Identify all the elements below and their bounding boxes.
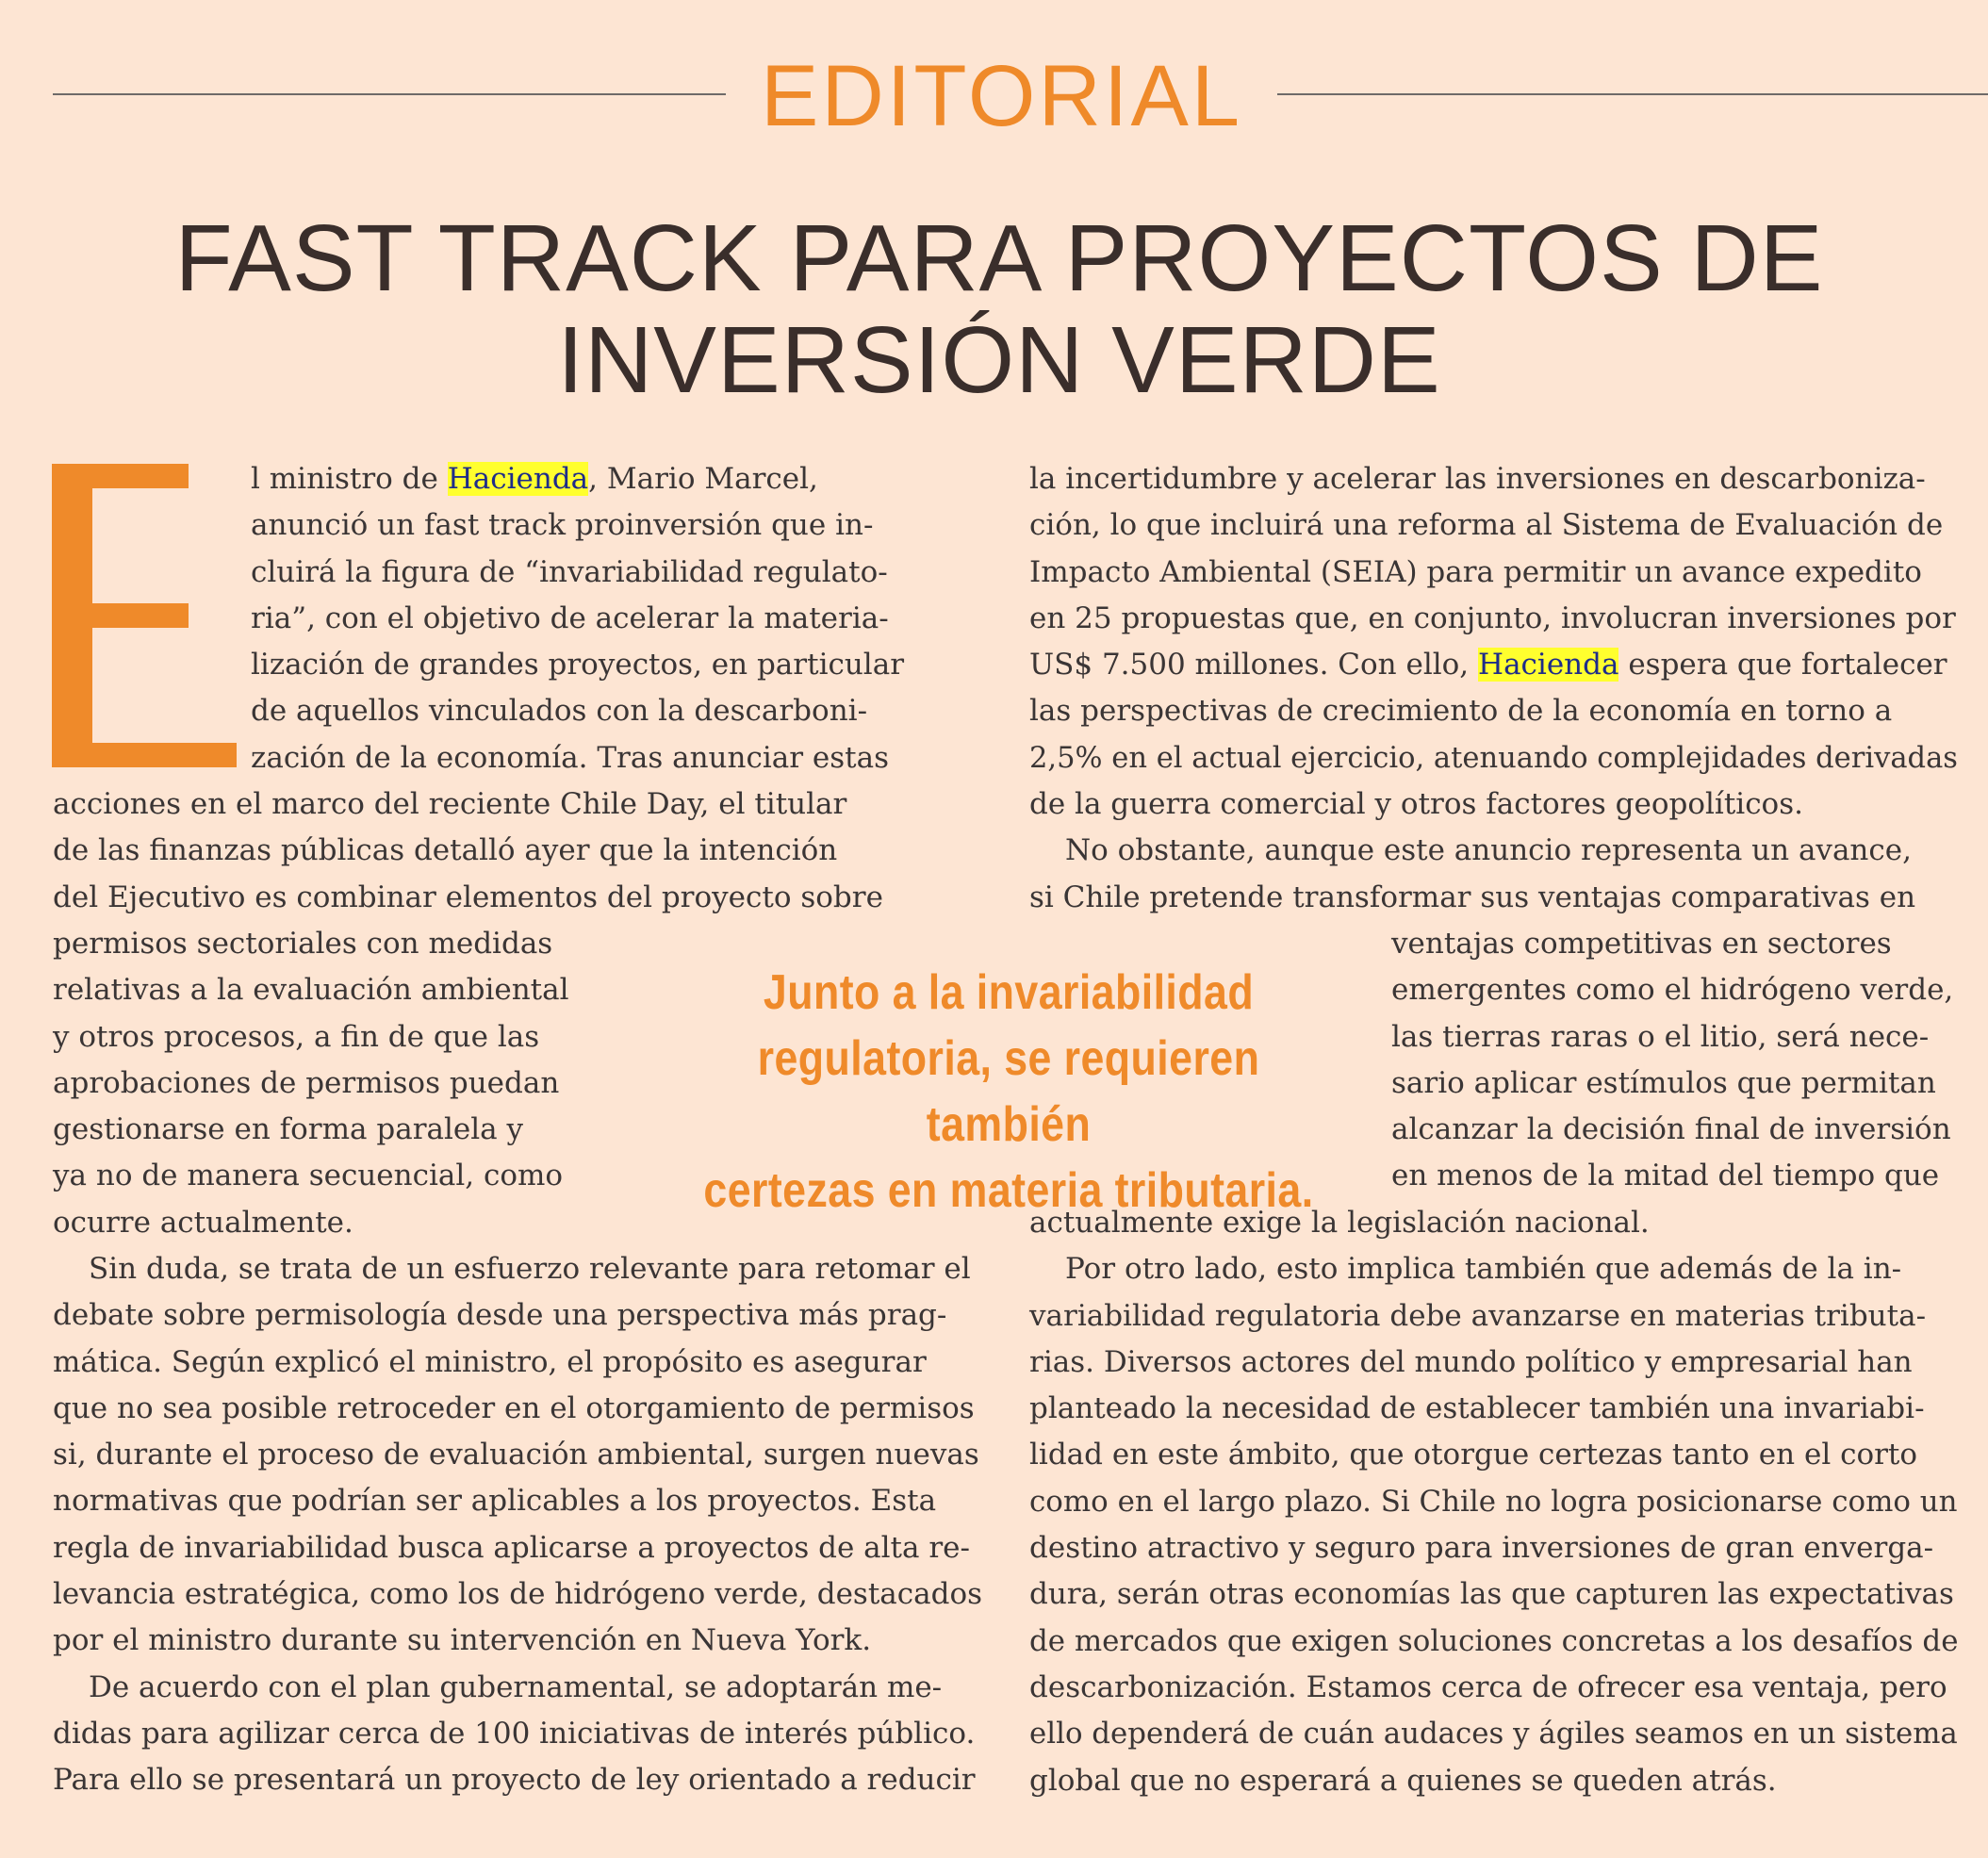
text-run: lización de grandes proyectos, en particular (251, 648, 905, 682)
text-run: zación de la economía. Tras anunciar estas (251, 740, 890, 775)
text-line (1029, 1619, 1959, 1665)
text-run: de mercados que exigen soluciones concretas a los desafíos de (1029, 1623, 1959, 1658)
text-run: relativas a la evaluación ambiental (53, 973, 569, 1008)
headline-line: INVERSIÓN VERDE (557, 307, 1441, 413)
text-run: l ministro de (251, 462, 448, 496)
pull-quote-line: Junto a la invariabilidad (763, 965, 1255, 1020)
text-line (1029, 1340, 1958, 1386)
text-line (1391, 1107, 1957, 1153)
text-line (251, 688, 969, 734)
text-line (1029, 1711, 1958, 1757)
text-line (1029, 1246, 1958, 1292)
text-run: aprobaciones de permisos puedan (53, 1065, 560, 1100)
text-line (251, 456, 969, 502)
text-run: de la guerra comercial y otros factores geopolíticos. (1029, 787, 1803, 822)
text-line (1029, 1293, 1958, 1340)
text-line (1029, 502, 1958, 549)
text-run: acciones en el marco del reciente Chile Day, el titular (53, 787, 847, 821)
text-line (251, 596, 969, 642)
text-line (1029, 1758, 1958, 1804)
text-run: Para ello se presentará un proyecto de ley orientado a reducir (53, 1763, 976, 1798)
text-line (1029, 781, 1958, 828)
text-line (1029, 735, 1958, 781)
text-line (53, 1107, 628, 1153)
text-run: en menos de la mitad del tiempo que (1391, 1159, 1940, 1193)
text-line (1391, 1014, 1957, 1061)
text-run: dura, serán otras economías las que capturen las expectativas (1029, 1577, 1954, 1612)
text-line (1029, 596, 1958, 642)
highlighted-term: Hacienda (447, 462, 589, 496)
text-run: ria”, con el objetivo de acelerar la materia- (251, 600, 889, 635)
text-run: del Ejecutivo es combinar elementos del proyecto sobre (53, 880, 883, 914)
text-line (1029, 550, 1958, 596)
header-rule-left (53, 93, 726, 95)
text-run: en 25 propuestas que, en conjunto, involucran inversiones por (1029, 600, 1956, 635)
text-run: gestionarse en forma paralela y (53, 1112, 524, 1147)
text-line (53, 1386, 982, 1432)
text-run: si, durante el proceso de evaluación ambiental, surgen nuevas (53, 1438, 979, 1472)
pull-quote-line: certezas en materia tributaria. (703, 1163, 1314, 1218)
text-run: ello dependerá de cuán audaces y ágiles seamos en un sistema (1029, 1717, 1958, 1751)
text-line (1029, 1200, 1958, 1246)
text-run: la incertidumbre y acelerar las inversiones en descarboniza- (1029, 462, 1926, 496)
text-line (53, 875, 969, 921)
column-1-paragraph-lines (53, 781, 969, 921)
text-line (1029, 1479, 1958, 1525)
text-run: Por otro lado, esto implica también que además de la in- (1065, 1252, 1902, 1287)
text-run: por el ministro durante su intervención en Nueva York. (53, 1623, 872, 1658)
text-line (1391, 921, 1957, 967)
text-line (251, 735, 969, 781)
text-line (1029, 1525, 1958, 1571)
header-rule-right (1277, 93, 1988, 95)
text-line (1029, 1386, 1958, 1432)
text-run: ocurre actualmente. (53, 1205, 353, 1240)
text-line (53, 921, 628, 967)
text-run: de aquellos vinculados con la descarboni- (251, 694, 868, 729)
column-2-lower-lines (1029, 1200, 1958, 1804)
text-line (1029, 688, 1958, 734)
text-line (1029, 642, 1958, 688)
column-2-paragraph-lines (1029, 456, 1958, 921)
text-run: y otros procesos, a fin de que las (53, 1019, 540, 1054)
text-run: alcanzar la decisión final de inversión (1391, 1112, 1951, 1147)
text-line (53, 1665, 982, 1711)
text-line (1029, 456, 1958, 502)
text-run: lidad en este ámbito, que otorgue certezas tanto en el corto (1029, 1438, 1918, 1472)
column-2-narrow-lines (1391, 921, 1957, 1200)
text-run: normativas que podrían ser aplicables a los proyectos. Esta (53, 1484, 937, 1519)
column-1-narrow-lines (53, 921, 628, 1246)
text-line (1029, 1432, 1958, 1478)
text-line (53, 1200, 628, 1246)
column-1-lower-lines (53, 1246, 982, 1804)
text-run: descarbonización. Estamos cerca de ofrecer esa ventaja, pero (1029, 1669, 1947, 1704)
text-run: Sin duda, se trata de un esfuerzo relevante para retomar el (89, 1252, 971, 1286)
text-run: levancia estratégica, como los de hidrógeno verde, destacados (53, 1577, 983, 1612)
text-line (53, 1525, 982, 1571)
text-line (53, 1571, 982, 1618)
text-run: si Chile pretende transformar sus ventajas comparativas en (1029, 880, 1916, 914)
text-run: que no sea posible retroceder en el otorgamiento de permisos (53, 1390, 975, 1425)
text-run: global que no esperará a quienes se queden atrás. (1029, 1763, 1777, 1798)
headline (113, 207, 1885, 411)
text-line (53, 1340, 982, 1386)
text-line (53, 828, 969, 874)
text-line (1391, 1061, 1957, 1107)
pull-quote-line: regulatoria, se requieren también (757, 1031, 1260, 1152)
text-line (53, 1478, 982, 1524)
headline-line: FAST TRACK PARA PROYECTOS DE (174, 206, 1824, 311)
text-run: las tierras raras o el litio, será nece- (1391, 1019, 1930, 1054)
text-line (53, 1061, 628, 1107)
text-run: rias. Diversos actores del mundo político y empresarial han (1029, 1344, 1913, 1379)
text-line (53, 1153, 628, 1199)
text-line (53, 967, 628, 1013)
text-run: debate sobre permisología desde una perspectiva más prag- (53, 1298, 947, 1333)
text-line (53, 1014, 628, 1061)
text-line (251, 642, 969, 688)
text-run: ción, lo que incluirá una reforma al Sistema de Evaluación de (1029, 508, 1944, 543)
text-run: emergentes como el hidrógeno verde, (1391, 973, 1954, 1008)
text-line (1391, 1153, 1957, 1199)
text-run: 2,5% en el actual ejercicio, atenuando complejidades derivadas (1029, 740, 1958, 775)
text-line (251, 502, 969, 549)
text-line (53, 1246, 982, 1292)
text-run: US$ 7.500 millones. Con ello, (1029, 648, 1479, 682)
text-run: actualmente exige la legislación nacional. (1029, 1206, 1650, 1240)
text-run: ventajas competitivas en sectores (1391, 927, 1892, 961)
text-run: , Mario Marcel, (588, 462, 818, 496)
text-run: De acuerdo con el plan gubernamental, se adoptarán me- (89, 1669, 943, 1704)
text-run: como en el largo plazo. Si Chile no logra posicionarse como un (1029, 1484, 1958, 1519)
text-line (53, 1618, 982, 1664)
text-run: anunció un fast track proinversión que in- (251, 508, 874, 543)
text-run: No obstante, aunque este anuncio representa un avance, (1065, 833, 1912, 868)
column-1-dropcap-lines (251, 456, 969, 781)
text-run: permisos sectoriales con medidas (53, 927, 553, 961)
text-run: destino atractivo y seguro para inversiones de gran enverga- (1029, 1531, 1934, 1566)
text-run: variabilidad regulatoria debe avanzarse en materias tributa- (1029, 1298, 1927, 1333)
text-run: de las finanzas públicas detalló ayer que la intención (53, 833, 838, 868)
text-run: cluirá la figura de “invariabilidad regulato- (251, 554, 888, 589)
drop-cap-e (52, 464, 237, 767)
text-line (251, 550, 969, 596)
text-run: regla de invariabilidad busca aplicarse a proyectos de alta re- (53, 1530, 970, 1565)
text-line (53, 781, 969, 828)
text-run: didas para agilizar cerca de 100 iniciativas de interés público. (53, 1716, 976, 1751)
text-run: mática. Según explicó el ministro, el propósito es asegurar (53, 1344, 927, 1379)
text-run: planteado la necesidad de establecer también una invariabi- (1029, 1391, 1925, 1426)
text-line (53, 1757, 982, 1803)
text-run: las perspectivas de crecimiento de la economía en torno a (1029, 694, 1893, 729)
text-line (53, 1711, 982, 1757)
text-line (1029, 875, 1958, 921)
text-run: Impacto Ambiental (SEIA) para permitir un avance expedito (1029, 554, 1922, 589)
text-line (1029, 1571, 1958, 1618)
text-line (53, 1432, 982, 1478)
text-run: sario aplicar estímulos que permitan (1391, 1065, 1936, 1100)
text-run: espera que fortalecer (1618, 648, 1947, 682)
highlighted-term: Hacienda (1478, 648, 1619, 682)
text-line (1029, 828, 1958, 874)
pull-quote (700, 960, 1317, 1224)
section-label: EDITORIAL (761, 48, 1242, 144)
text-line (1391, 967, 1957, 1013)
text-run: ya no de manera secuencial, como (53, 1159, 564, 1193)
text-line (1029, 1665, 1958, 1711)
text-line (53, 1292, 982, 1339)
